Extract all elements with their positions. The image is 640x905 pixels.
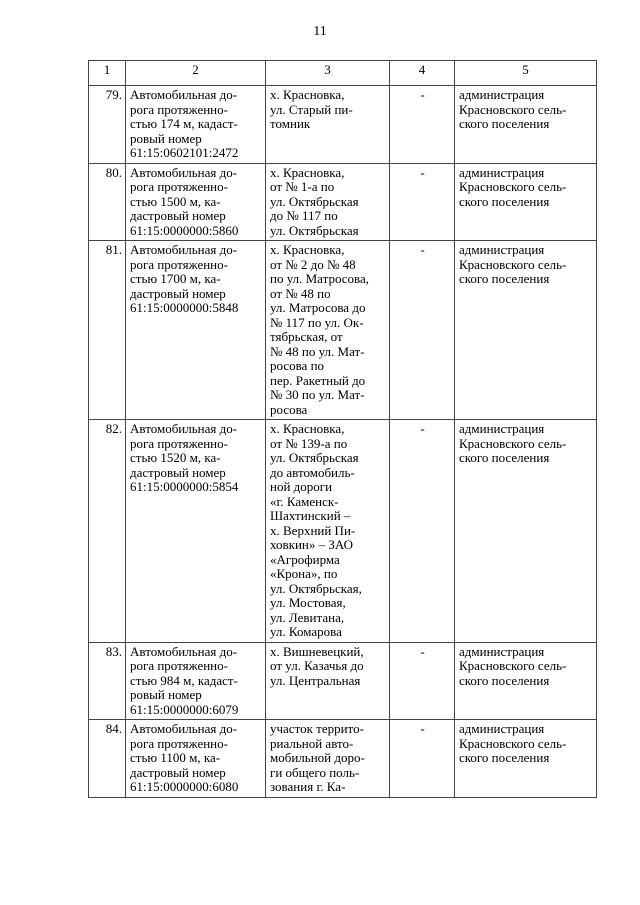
header-cell: 3	[266, 61, 390, 86]
object-description: Автомобильная до- рога протяженно- стью 1100 м, ка- дастровый номер 61:15:0000000:6080	[126, 720, 266, 798]
table-row	[89, 720, 597, 798]
row-number: 81.	[89, 241, 126, 420]
row-number: 82.	[89, 420, 126, 643]
column-4-value: -	[390, 163, 455, 241]
object-description: Автомобильная до- рога протяженно- стью 174 м, кадаст- ровый номер 61:15:0602101:2472	[126, 86, 266, 164]
table-row	[89, 420, 597, 643]
table-row	[89, 241, 597, 420]
owner: администрация Красновского сель- ского поселения	[455, 642, 597, 720]
header-cell: 4	[390, 61, 455, 86]
object-description: Автомобильная до- рога протяженно- стью 984 м, кадаст- ровый номер 61:15:0000000:6079	[126, 642, 266, 720]
object-description: Автомобильная до- рога протяженно- стью 1520 м, ка- дастровый номер 61:15:0000000:5854	[126, 420, 266, 643]
owner: администрация Красновского сель- ского поселения	[455, 86, 597, 164]
page-number: 11	[313, 24, 327, 39]
object-location: х. Красновка, ул. Старый пи- томник	[266, 86, 390, 164]
object-location: х. Вишневецкий, от ул. Казачья до ул. Центральная	[266, 642, 390, 720]
column-4-value: -	[390, 86, 455, 164]
column-4-value: -	[390, 420, 455, 643]
owner: администрация Красновского сель- ского поселения	[455, 720, 597, 798]
table-row	[89, 86, 597, 164]
owner: администрация Красновского сель- ского поселения	[455, 420, 597, 643]
roads-table	[88, 60, 597, 798]
object-location: х. Красновка, от № 139-а по ул. Октябрьская до автомобиль- ной дороги «г. Каменск- Шахтинский – х. Верхний Пи- ховкин» – ЗАО «Агрофирма «Крона», по ул. Октябрьская, ул. Мостовая, ул. Левитана, ул. Комарова	[266, 420, 390, 643]
object-location: участок террито- риальной авто- мобильной доро- ги общего поль- зования г. Ка-	[266, 720, 390, 798]
header-row	[89, 61, 597, 86]
table-row	[89, 642, 597, 720]
header-cell: 1	[89, 61, 126, 86]
header-cell: 2	[126, 61, 266, 86]
column-4-value: -	[390, 241, 455, 420]
table-row	[89, 163, 597, 241]
column-4-value: -	[390, 642, 455, 720]
object-description: Автомобильная до- рога протяженно- стью 1700 м, ка- дастровый номер 61:15:0000000:5848	[126, 241, 266, 420]
row-number: 83.	[89, 642, 126, 720]
object-location: х. Красновка, от № 1-а по ул. Октябрьская до № 117 по ул. Октябрьская	[266, 163, 390, 241]
row-number: 84.	[89, 720, 126, 798]
owner: администрация Красновского сель- ского поселения	[455, 241, 597, 420]
row-number: 80.	[89, 163, 126, 241]
column-4-value: -	[390, 720, 455, 798]
header-cell: 5	[455, 61, 597, 86]
object-description: Автомобильная до- рога протяженно- стью 1500 м, ка- дастровый номер 61:15:0000000:5860	[126, 163, 266, 241]
object-location: х. Красновка, от № 2 до № 48 по ул. Матросова, от № 48 по ул. Матросова до № 117 по ул. Ок- тябрьская, от № 48 по ул. Мат- росова по пер. Ракетный до № 30 по ул. Мат- росова	[266, 241, 390, 420]
owner: администрация Красновского сель- ского поселения	[455, 163, 597, 241]
row-number: 79.	[89, 86, 126, 164]
